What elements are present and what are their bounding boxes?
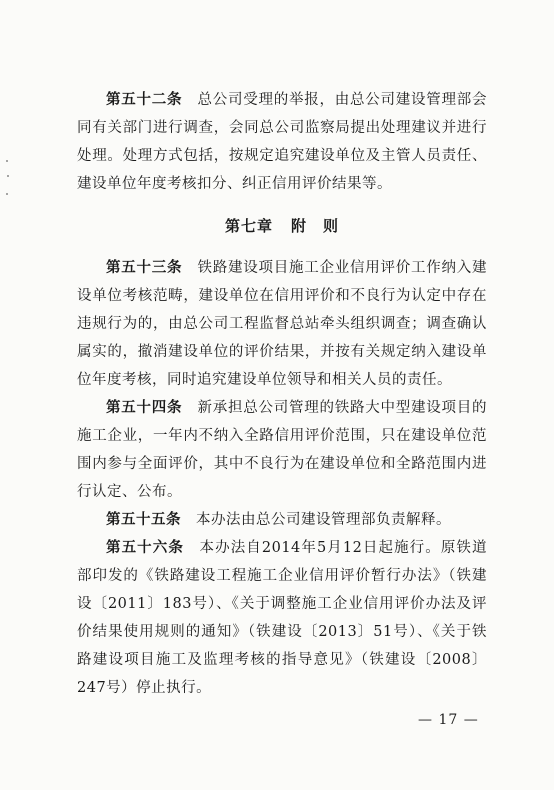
page-number: — 17 — bbox=[418, 712, 479, 728]
article-number: 第五十三条 bbox=[106, 260, 183, 276]
scan-mark bbox=[7, 175, 9, 177]
article-54 bbox=[77, 394, 487, 506]
article-text: 新承担总公司管理的铁路大中型建设项目的施工企业，一年内不纳入全路信用评价范围，只在建设单位范围内参与全面评价，其中不良行为在建设单位和全路范围内进行认定、公布。 bbox=[77, 400, 487, 500]
chapter-title: 附 则 bbox=[291, 217, 340, 235]
article-53 bbox=[77, 254, 487, 394]
article-56 bbox=[77, 534, 487, 702]
article-text: 本办法自2014年5月12日起施行。原铁道部印发的《铁路建设工程施工企业信用评价暂行办法》（铁建设〔2011〕183号）、《关于调整施工企业信用评价办法及评价结果使用规则的通知》（铁建设〔2013〕51号）、《关于铁路建设项目施工及监理考核的指导意见》（铁建设〔2008〕247号）停止执行。 bbox=[77, 540, 488, 696]
article-number: 第五十二条 bbox=[106, 92, 183, 108]
document-body bbox=[77, 86, 487, 702]
article-text: 总公司受理的举报，由总公司建设管理部会同有关部门进行调查，会同总公司监察局提出处理建议并进行处理。处理方式包括，按规定追究建设单位及主管人员责任、建设单位年度考核扣分、纠正信用评价结果等。 bbox=[77, 92, 487, 192]
article-number: 第五十五条 bbox=[106, 512, 181, 528]
chapter-number: 第七章 bbox=[224, 217, 273, 235]
scan-mark bbox=[6, 193, 8, 195]
article-number: 第五十六条 bbox=[106, 540, 184, 556]
article-text: 铁路建设项目施工企业信用评价工作纳入建设单位考核范畴，建设单位在信用评价和不良行为认定中存在违规行为的，由总公司工程监督总站牵头组织调查；调查确认属实的，撤消建设单位的评价结果，并按有关规定纳入建设单位年度考核，同时追究建设单位领导和相关人员的责任。 bbox=[77, 260, 487, 388]
article-52 bbox=[77, 86, 487, 198]
scan-mark bbox=[6, 160, 8, 162]
article-text: 本办法由总公司建设管理部负责解释。 bbox=[196, 512, 451, 528]
chapter-heading bbox=[77, 212, 487, 240]
article-55 bbox=[77, 506, 487, 534]
article-number: 第五十四条 bbox=[106, 400, 183, 416]
